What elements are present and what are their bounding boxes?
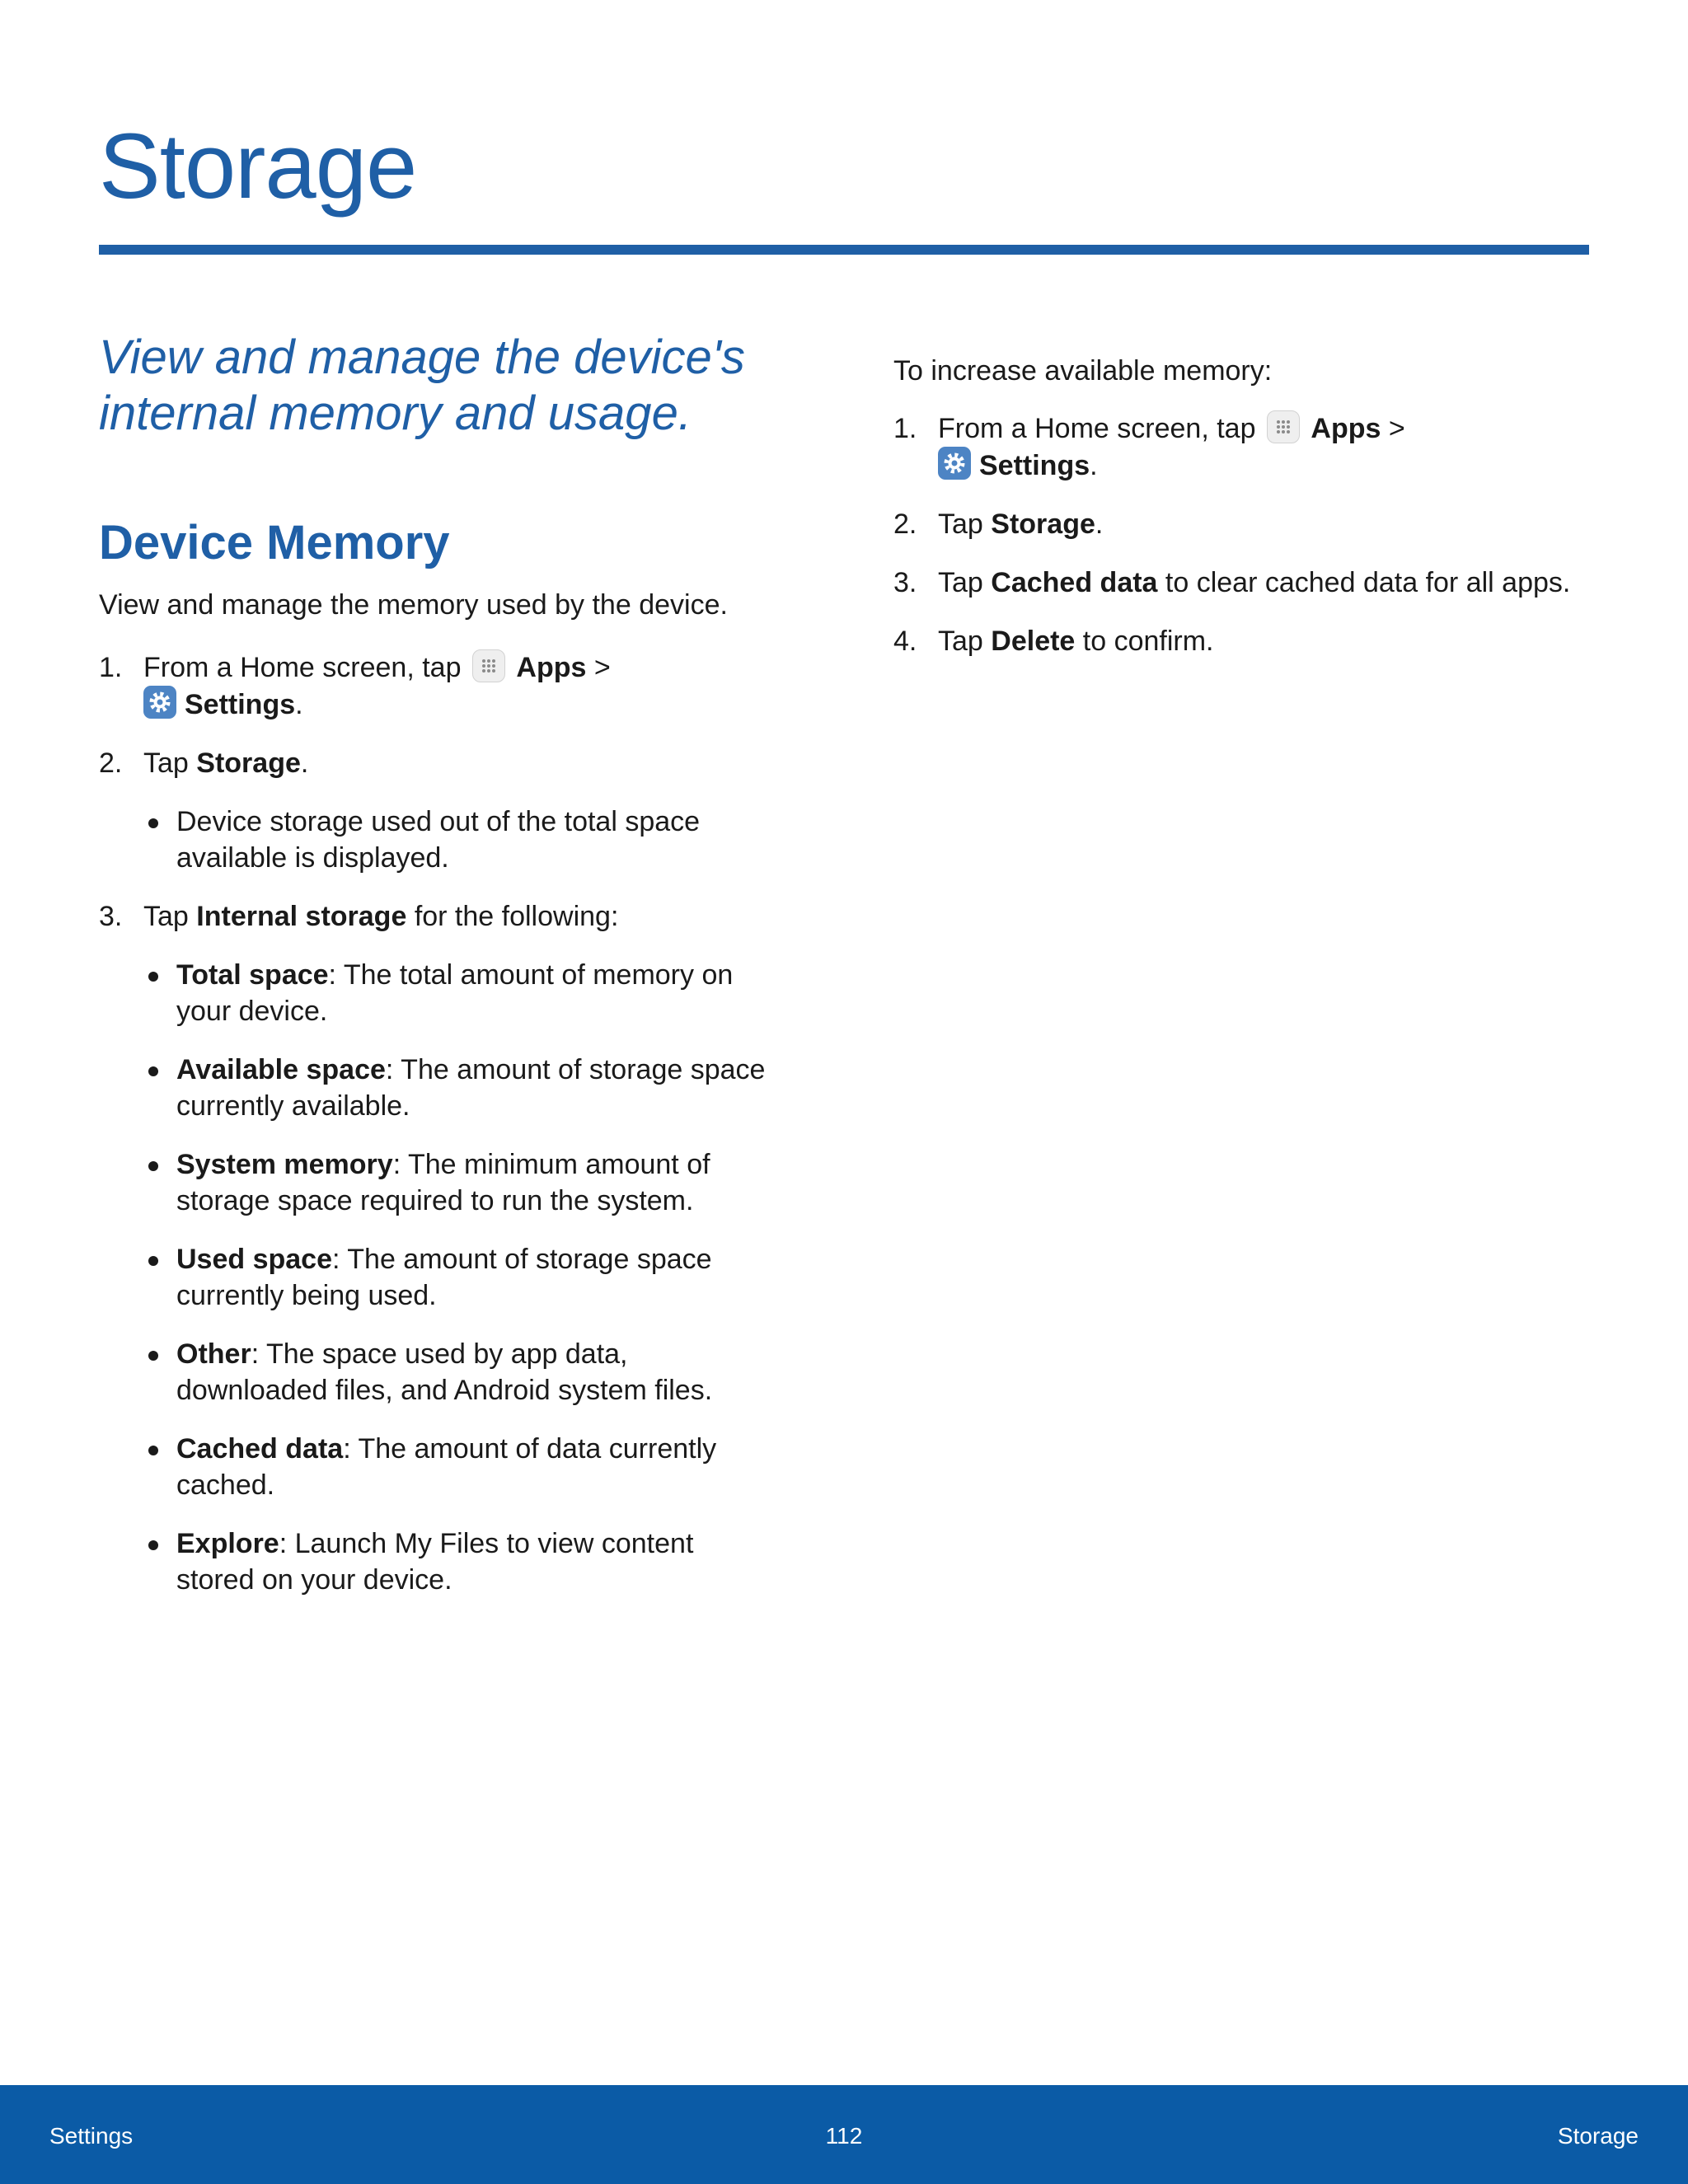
bullet-item — [143, 1241, 775, 1314]
increase-memory-steps — [893, 410, 1586, 659]
bullet-desc: : The amount of storage space currently available. — [176, 1053, 766, 1122]
apps-grid-icon — [1267, 410, 1300, 443]
step-number: 3. — [99, 900, 123, 932]
step-item — [893, 565, 1586, 601]
apps-label: Apps — [1311, 413, 1381, 444]
step-text: From a Home screen, tap — [143, 651, 462, 683]
step-item — [99, 745, 775, 876]
step-item — [893, 410, 1586, 484]
step-number: 2. — [99, 747, 123, 779]
settings-gear-icon — [938, 447, 971, 480]
bullet-desc: : The amount of storage space currently being used. — [176, 1243, 712, 1311]
step-bold: Delete — [991, 626, 1076, 657]
footer-chapter-label: Storage — [1557, 2123, 1639, 2149]
step-post: . — [1095, 509, 1104, 540]
step-bold: Storage — [991, 509, 1095, 540]
title-divider — [99, 245, 1589, 255]
step-item — [893, 623, 1586, 659]
bullet-term: Cached data — [176, 1432, 344, 1465]
bullet-desc: : Launch My Files to view content stored on your device. — [176, 1527, 694, 1596]
bullet-term: System memory — [176, 1148, 393, 1180]
page-title: Storage — [99, 115, 417, 218]
bullet-item — [143, 1146, 775, 1219]
section-intro: View and manage the memory used by the device. — [99, 588, 728, 621]
page-number: 112 — [825, 2123, 863, 2149]
step-pre: Tap — [938, 567, 983, 598]
left-column — [99, 330, 775, 1620]
step-number: 3. — [893, 567, 917, 598]
footer-section-label: Settings — [49, 2123, 134, 2149]
settings-label: Settings — [185, 688, 296, 720]
step-bullets — [143, 804, 775, 876]
apps-label: Apps — [516, 651, 587, 683]
bullet-item — [143, 1052, 775, 1124]
step-text: From a Home screen, tap — [938, 413, 1256, 444]
step-bold: Storage — [196, 747, 301, 779]
section-heading-device-memory: Device Memory — [99, 516, 450, 569]
bullet-term: Used space — [176, 1243, 332, 1275]
step-pre: Tap — [938, 509, 983, 540]
page-footer — [0, 2085, 1688, 2184]
step-pre: Tap — [143, 747, 189, 779]
step-end: . — [295, 688, 303, 720]
step-bold: Cached data — [991, 567, 1158, 598]
step-item — [99, 649, 775, 723]
step-post: . — [300, 747, 309, 779]
step-number: 2. — [893, 509, 917, 540]
bullet-term: Explore — [176, 1527, 279, 1559]
settings-label: Settings — [979, 450, 1090, 481]
bullet-desc: : The space used by app data, downloaded files, and Android system files. — [176, 1338, 713, 1406]
bullet-desc: : The amount of data currently cached. — [176, 1432, 717, 1501]
bullet-desc: : The minimum amount of storage space required to run the system. — [176, 1148, 710, 1216]
step-bold: Internal storage — [196, 900, 407, 932]
step-post: for the following: — [414, 900, 619, 932]
bullet-item — [143, 957, 775, 1029]
step-item — [99, 898, 775, 1598]
bullet-term: Available space — [176, 1053, 386, 1085]
step-number: 1. — [99, 651, 123, 683]
step-item — [893, 506, 1586, 542]
bullet-item — [143, 1336, 775, 1408]
bullet-item — [143, 804, 775, 876]
step-end: . — [1090, 450, 1098, 481]
increase-memory-intro: To increase available memory: — [893, 355, 1273, 387]
bullet-item — [143, 1431, 775, 1503]
bullet-text: Device storage used out of the total space available is displayed. — [176, 805, 701, 874]
step-bullets — [143, 957, 775, 1598]
path-separator: > — [593, 651, 611, 683]
device-memory-steps — [99, 649, 775, 1598]
step-pre: Tap — [938, 626, 983, 657]
settings-gear-icon — [143, 686, 176, 719]
right-column — [893, 338, 1586, 682]
bullet-item — [143, 1526, 775, 1598]
apps-grid-icon — [472, 649, 505, 682]
step-post: to clear cached data for all apps. — [1165, 567, 1571, 598]
step-pre: Tap — [143, 900, 189, 932]
path-separator: > — [1388, 413, 1405, 444]
bullet-term: Total space — [176, 958, 329, 991]
page-subtitle: View and manage the device's internal memory and usage. — [99, 330, 745, 440]
step-number: 1. — [893, 413, 917, 444]
bullet-desc: : The total amount of memory on your device. — [176, 958, 734, 1027]
step-number: 4. — [893, 626, 917, 657]
step-post: to confirm. — [1082, 626, 1214, 657]
bullet-term: Other — [176, 1338, 251, 1370]
